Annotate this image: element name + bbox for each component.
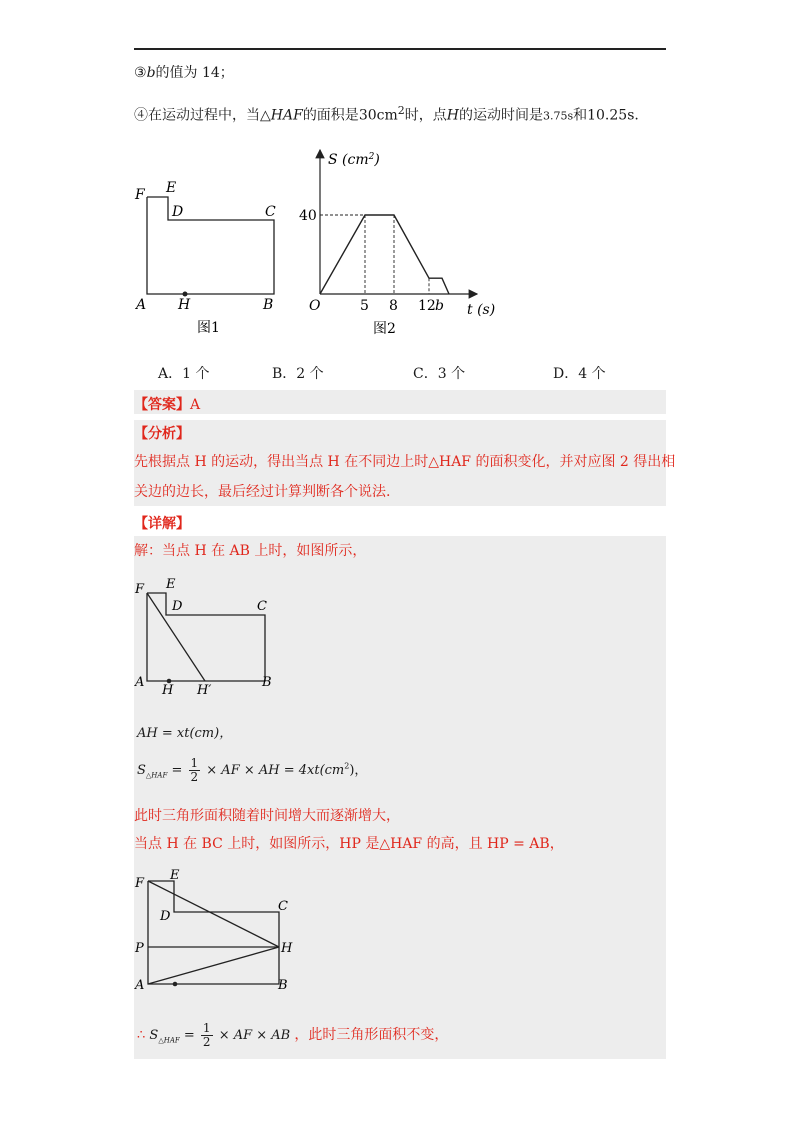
answer-row	[134, 394, 200, 414]
x-tick-b: b	[435, 298, 444, 314]
option-a[interactable]: A．1 个	[158, 366, 210, 382]
label-H: H	[178, 297, 191, 313]
y-axis-label: S $(cm^2)$	[328, 152, 380, 168]
fig4-label-B: B	[278, 978, 288, 993]
eq2-lhs: S	[137, 763, 146, 778]
label-E: E	[166, 180, 177, 196]
s4-sup: 2	[397, 104, 405, 117]
analysis-panel	[134, 420, 676, 506]
label-C: C	[265, 204, 276, 220]
figure-2-caption: 图2	[373, 321, 396, 337]
fig4-label-H: H	[281, 941, 293, 956]
eq2-num: 1	[190, 756, 199, 770]
eq3-sub: △HAF	[158, 1036, 180, 1045]
fig3-label-C: C	[257, 599, 267, 614]
detail-intro: 解：当点 H 在 AB 上时，如图所示，	[134, 543, 367, 559]
fig3-label-B: B	[262, 675, 272, 690]
fig3-label-H-prime: H′	[197, 683, 212, 696]
eq3-tail: ，此时三角形面积不变，	[294, 1027, 449, 1043]
eq3-therefore: ∴	[137, 1028, 146, 1043]
eq2-sub: △HAF	[145, 771, 168, 780]
detail-line-4: 当点 H 在 BC 上时，如图所示，HP 是△HAF 的高，且 HP = AB，	[134, 836, 564, 852]
fig4-label-A: A	[135, 978, 145, 993]
figure-4-point	[173, 982, 178, 987]
figure-2-graph	[295, 145, 510, 345]
s4-text-2: 的面积是	[302, 107, 359, 124]
option-d[interactable]: D．4 个	[553, 366, 606, 382]
s4-triangle: △HAF	[260, 107, 303, 124]
answer-panel	[134, 390, 666, 414]
figure-1	[130, 175, 290, 345]
s4-v2: 10.25s	[587, 107, 635, 124]
fig3-label-H: H	[162, 683, 174, 696]
statement-3-text: 的值为 14；	[155, 65, 234, 81]
s4-text-1: 在运动过程中，当	[148, 107, 260, 124]
circled-3: ③	[134, 65, 147, 81]
statement-3	[134, 62, 234, 82]
eq2-den: 2	[190, 770, 199, 784]
eq3-num: 1	[202, 1021, 211, 1035]
label-B: B	[263, 297, 274, 313]
statement-4	[134, 104, 639, 125]
answer-label: 【答案】	[134, 397, 190, 413]
chart-guides	[320, 215, 429, 294]
chart-line	[320, 215, 449, 294]
label-A: A	[136, 297, 147, 313]
figure-1-outline	[147, 197, 274, 294]
figure-3-outline	[147, 593, 265, 681]
fig3-label-A: A	[135, 675, 145, 690]
label-F: F	[135, 187, 145, 203]
s4-area: 30cm	[358, 107, 398, 124]
analysis-line-2: 关边的边长，最后经过计算判断各个说法.	[134, 484, 391, 500]
circled-4: ④	[134, 107, 148, 124]
eq3-lhs: S	[149, 1028, 159, 1043]
s4-and: 和	[573, 107, 588, 124]
figure-3	[134, 576, 284, 696]
label-D: D	[172, 204, 184, 220]
option-c[interactable]: C．3 个	[413, 366, 466, 382]
fig4-label-C: C	[278, 899, 288, 914]
fig3-label-D: D	[172, 599, 183, 614]
equation-2	[137, 757, 367, 784]
detail-panel	[134, 536, 666, 1059]
eq3-rest: × AF × AB	[218, 1028, 291, 1043]
eq2-fraction	[189, 757, 201, 784]
fig4-label-F: F	[135, 876, 145, 891]
fig3-label-E: E	[166, 577, 176, 592]
s4-v1: 3.75s	[542, 109, 574, 123]
detail-line-3: 此时三角形面积随着时间增大而逐渐增大，	[134, 808, 400, 824]
origin-label: O	[309, 298, 321, 314]
analysis-line-1: 先根据点 H 的运动，得出当点 H 在不同边上时△HAF 的面积变化，并对应图 2 得出相	[134, 454, 676, 470]
x-tick-8: 8	[389, 298, 398, 314]
eq3-eq: =	[183, 1028, 195, 1043]
x-tick-12: 12	[418, 298, 436, 314]
figure-4-outline	[148, 881, 279, 984]
figure-1-point-h	[183, 292, 188, 297]
y-tick-40: 40	[299, 208, 317, 224]
equation-1: AH = xt(cm)，	[137, 726, 233, 741]
s4-end: .	[634, 107, 639, 124]
eq3-fraction	[201, 1022, 213, 1049]
s4-point: H	[446, 107, 459, 124]
option-b[interactable]: B．2 个	[272, 366, 324, 382]
eq2-eq: =	[171, 763, 183, 778]
s4-text-4: 的运动时间是	[458, 107, 543, 124]
x-tick-5: 5	[360, 298, 369, 314]
fig3-label-F: F	[135, 582, 145, 597]
equation-3	[137, 1022, 448, 1049]
eq2-rest: × AF × AH = 4xt(cm	[206, 763, 345, 778]
figure-4	[134, 863, 304, 993]
s4-text-3: 时，点	[404, 107, 447, 124]
figure-4-segment-ah	[148, 947, 279, 984]
x-axis-label: t (s)	[467, 302, 496, 318]
fig4-label-P: P	[135, 941, 144, 956]
fig4-label-D: D	[160, 909, 171, 924]
figure-1-caption: 图1	[197, 320, 220, 336]
eq2-close: )，	[349, 763, 368, 778]
detail-label: 【详解】	[134, 516, 190, 532]
eq3-den: 2	[202, 1035, 211, 1049]
analysis-label: 【分析】	[134, 426, 190, 442]
fig4-label-E: E	[170, 868, 180, 883]
top-rule	[134, 48, 666, 50]
var-b: b	[146, 65, 156, 81]
answer-value: A	[190, 397, 201, 413]
eq2-sup: 2	[344, 761, 350, 771]
